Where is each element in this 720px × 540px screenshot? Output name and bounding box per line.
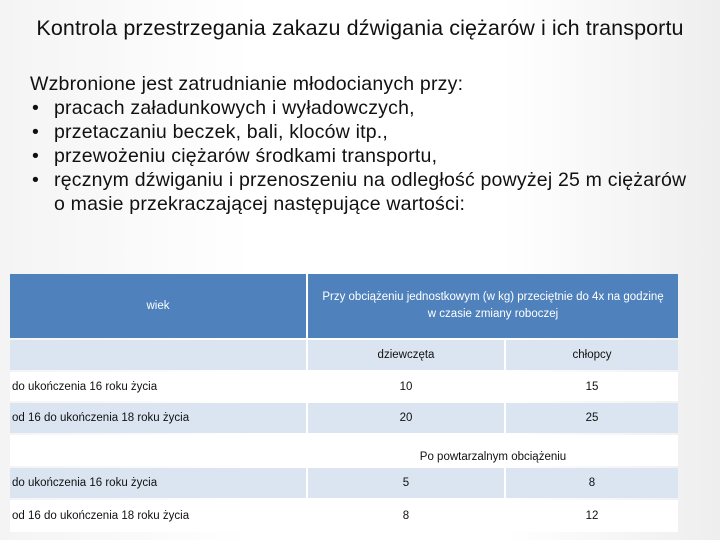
table-cell-girls xyxy=(308,403,504,433)
table-row-age xyxy=(10,372,306,401)
subheader-empty-cell xyxy=(10,340,306,370)
weight-limits-table xyxy=(0,274,680,540)
age-label: do ukończenia 16 roku życia xyxy=(12,380,158,393)
header-unit-load-label: Przy obciążeniu jednostkowym (w kg) przeciętnie do 4x na godzinę w czasie zmiany roboczej xyxy=(322,291,664,320)
col-girls-label: dziewczęta xyxy=(377,349,435,361)
girls-value: 10 xyxy=(399,380,413,393)
bullet-item: • przewożeniu ciężarów środkami transportu, xyxy=(30,144,700,168)
bullet-item: • pracach załadunkowych i wyładowczych, xyxy=(30,96,700,120)
girls-value: 20 xyxy=(399,412,413,424)
intro-block xyxy=(30,72,700,216)
table-cell-boys xyxy=(506,403,678,433)
header-age-label: wiek xyxy=(146,300,170,312)
header-repetitive-label: Po powtarzalnym obciążeniu xyxy=(419,450,567,463)
col-boys-cell xyxy=(506,340,678,370)
table-cell-boys xyxy=(506,500,678,532)
age-label: od 16 do ukończenia 18 roku życia xyxy=(12,510,190,522)
bullet-item: • przetaczaniu beczek, bali, kloców itp., xyxy=(30,120,700,144)
col-girls-cell xyxy=(308,340,504,370)
bullet-item: • ręcznym dźwiganiu i przenoszeniu na odległość powyżej 25 m ciężarów o masie przekraczającej następujące wartości: xyxy=(30,168,700,216)
boys-value: 12 xyxy=(585,510,599,522)
table-cell-boys xyxy=(506,468,678,498)
bullet-list xyxy=(30,96,700,216)
table-cell-girls xyxy=(308,372,504,401)
header-repetitive-cell xyxy=(308,435,678,466)
table-row-age xyxy=(10,468,306,498)
table-cell-boys xyxy=(506,372,678,401)
boys-value: 15 xyxy=(585,380,599,393)
table-cell-girls xyxy=(308,500,504,532)
header-unit-load-cell xyxy=(308,274,678,338)
age-label: od 16 do ukończenia 18 roku życia xyxy=(12,412,190,424)
table-row-age xyxy=(10,500,306,532)
girls-value: 5 xyxy=(402,477,410,489)
girls-value: 8 xyxy=(402,510,410,522)
boys-value: 25 xyxy=(585,412,599,424)
repetitive-empty-cell xyxy=(10,435,306,466)
header-age-cell xyxy=(10,274,306,338)
table-cell-girls xyxy=(308,468,504,498)
col-boys-label: chłopcy xyxy=(572,349,612,361)
age-label: do ukończenia 16 roku życia xyxy=(12,477,158,489)
table-row-age xyxy=(10,403,306,433)
slide-title: Kontrola przestrzegania zakazu dźwigania ciężarów i ich transportu xyxy=(36,16,684,40)
intro-text: Wzbronione jest zatrudnianie młodocianych przy: xyxy=(30,73,464,95)
boys-value: 8 xyxy=(588,477,596,489)
